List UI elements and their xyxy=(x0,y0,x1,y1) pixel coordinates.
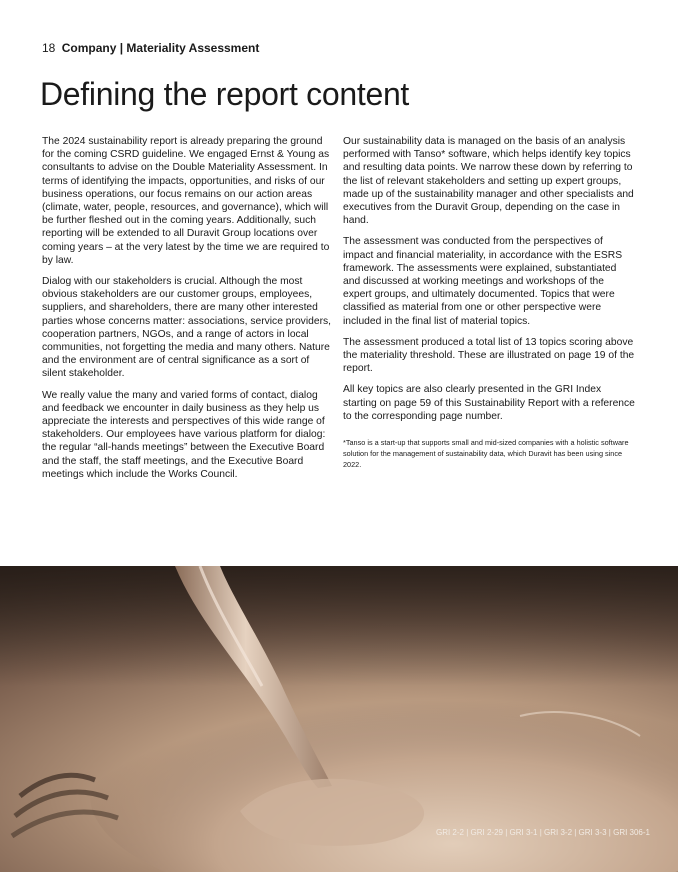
footnote: *Tanso is a start-up that supports small and mid-sized companies with a holistic software solution for the management of sustainability data, which Duravit has been using since 2022. xyxy=(343,438,629,470)
paragraph: We really value the many and varied forms of contact, dialog and feedback we encounter in daily business as they help us appreciate the interests and perspectives of this wide range of stakeholders. Our employees have various platform for dialog: the regular “all-hands meetings” between the Executive Board and the staff, the staff meetings, and the Executive Board meetings which include the Works Council. xyxy=(42,389,326,480)
page-number: 18 xyxy=(42,41,56,55)
paragraph: The 2024 sustainability report is already preparing the ground for the coming CSRD guideline. We engaged Ernst & Young as consultants to advise on the Double Materiality Assessment. In terms of identifying the impacts, opportunities, and risks of our business operations, our focus remains on our action areas (climate, water, people, resources, and governance), which will be further fleshed out in the coming years. Additionally, such reporting will be extended to all Duravit Group locations over coming years – at the very latest by the time we are required to by law. xyxy=(42,136,330,266)
clay-pour-illustration xyxy=(0,566,678,872)
right-column xyxy=(343,135,635,479)
page-header xyxy=(42,41,259,55)
paragraph: All key topics are also clearly presented in the GRI Index starting on page 59 of this Sustainability Report with a reference to the corresponding page number. xyxy=(343,384,635,422)
clay-pouring-photo xyxy=(0,566,678,872)
page-title: Defining the report content xyxy=(40,76,410,112)
section-title: Company | Materiality Assessment xyxy=(61,41,260,55)
gri-references: GRI 2-2 | GRI 2-29 | GRI 3-1 | GRI 3-2 | GRI 3-3 | GRI 306-1 xyxy=(435,828,650,837)
paragraph: The assessment produced a total list of 13 topics scoring above the materiality threshold. These are illustrated on page 19 of the report. xyxy=(343,336,635,375)
paragraph: Dialog with our stakeholders is crucial. Although the most obvious stakeholders are our customer groups, employees, suppliers, and shareholders, there are many other interested parties whose concerns matter: associations, service providers, cooperation partners, NGOs, and a range of actors in local communities, not forgetting the media and many others. Nature and the environment are of central significance as a sort of silent stakeholder. xyxy=(42,276,332,380)
paragraph: Our sustainability data is managed on the basis of an analysis performed with Tanso* software, which helps identify key topics and resulting data points. We narrow these down by referring to the list of relevant stakeholders and setting up expert groups, made up of the sustainability manager and other specialists and executives from the Duravit Group, depending on the case in hand. xyxy=(343,136,634,227)
paragraph: The assessment was conducted from the perspectives of impact and financial materiality, in accordance with the ESRS framework. The assessments were explained, substantiated and discussed at working meetings and workshops of the expert groups, and ultimately documented. Topics that were classified as material from one or other perspective were included in the final list of material topics. xyxy=(343,236,623,327)
left-column xyxy=(42,135,332,489)
